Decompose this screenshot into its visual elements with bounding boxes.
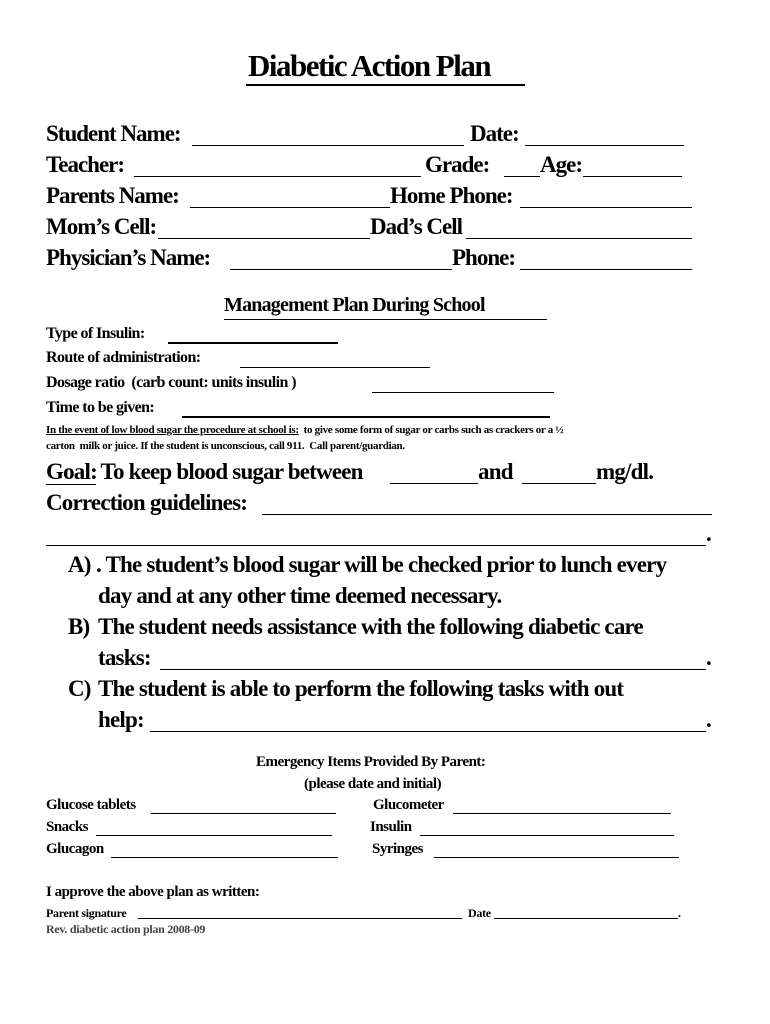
insulin-label: Insulin: [370, 819, 412, 835]
moms-cell-label: Mom’s Cell:: [46, 214, 157, 239]
snacks-label: Snacks: [46, 819, 89, 835]
teacher-label: Teacher:: [46, 152, 125, 177]
item-a-marker: A): [68, 552, 91, 577]
moms-cell-field[interactable]: [158, 238, 370, 239]
time-label: Time to be given:: [46, 399, 155, 416]
parent-signature-field[interactable]: [138, 918, 462, 919]
glucagon-field[interactable]: [111, 857, 338, 858]
parents-name-label: Parents Name:: [46, 183, 179, 208]
item-b-period: .: [706, 645, 711, 670]
page-title: Diabetic Action Plan: [248, 48, 491, 83]
emergency-subheading: (please date and initial): [304, 776, 442, 792]
physician-phone-field[interactable]: [520, 269, 692, 270]
grade-field[interactable]: [504, 176, 540, 177]
management-heading-underline: [224, 319, 547, 320]
low-blood-sugar-note-lead: In the event of low blood sugar the procedure at school is:: [46, 424, 299, 436]
dosage-field[interactable]: [372, 392, 554, 393]
dosage-label: Dosage ratio (carb count: units insulin ): [46, 374, 296, 391]
goal-text: To keep blood sugar between: [96, 459, 363, 484]
goal-label-underline: [46, 484, 96, 485]
approval-date-label: Date: [468, 906, 491, 920]
home-phone-label: Home Phone:: [390, 183, 513, 208]
route-field[interactable]: [240, 367, 430, 368]
correction-label: Correction guidelines:: [46, 490, 248, 515]
goal-and: and: [478, 459, 513, 484]
management-heading: Management Plan During School: [224, 294, 485, 316]
item-c-line1: The student is able to perform the following tasks with out: [98, 676, 624, 701]
approval-label: I approve the above plan as written:: [46, 884, 260, 900]
low-blood-sugar-note-rest: to give some form of sugar or carbs such as crackers or a ½: [298, 424, 564, 436]
glucometer-field[interactable]: [453, 813, 671, 814]
insulin-field[interactable]: [420, 835, 674, 836]
age-field[interactable]: [583, 176, 682, 177]
snacks-field[interactable]: [96, 835, 332, 836]
student-name-field[interactable]: [192, 145, 464, 146]
student-name-label: Student Name:: [46, 121, 181, 146]
dads-cell-label: Dad’s Cell: [370, 214, 463, 239]
item-b-line1: The student needs assistance with the following diabetic care: [98, 614, 643, 639]
approval-period: .: [678, 906, 681, 920]
goal-label: Goal:: [46, 459, 97, 484]
correction-field-line1[interactable]: [262, 514, 712, 515]
item-b-field[interactable]: [160, 669, 706, 670]
goal-low-field[interactable]: [390, 483, 478, 484]
insulin-type-label: Type of Insulin:: [46, 325, 145, 342]
item-c-field[interactable]: [150, 731, 706, 732]
item-c-line2: help:: [98, 707, 144, 732]
syringes-field[interactable]: [434, 857, 679, 858]
physician-name-field[interactable]: [230, 269, 452, 270]
grade-label: Grade:: [425, 152, 490, 177]
goal-unit: mg/dl.: [596, 459, 654, 484]
goal-high-field[interactable]: [522, 483, 596, 484]
glucometer-label: Glucometer: [373, 797, 444, 813]
glucagon-label: Glucagon: [46, 841, 104, 857]
emergency-heading: Emergency Items Provided By Parent:: [256, 754, 486, 770]
title-underline: [246, 84, 525, 86]
glucose-tablets-label: Glucose tablets: [46, 797, 136, 813]
date-field[interactable]: [525, 145, 684, 146]
dads-cell-field[interactable]: [466, 238, 692, 239]
item-a-line2: day and at any other time deemed necessary.: [98, 583, 502, 608]
parent-signature-label: Parent signature: [46, 906, 127, 920]
low-blood-sugar-note-line2: carton milk or juice. If the student is unconscious, call 911. Call parent/guardian.: [46, 440, 405, 452]
item-c-marker: C): [68, 676, 91, 701]
revision-footer: Rev. diabetic action plan 2008-09: [46, 922, 206, 936]
item-b-line2: tasks:: [98, 645, 151, 670]
date-label: Date:: [470, 121, 519, 146]
correction-period: .: [706, 521, 711, 546]
time-field[interactable]: [182, 416, 550, 418]
age-label: Age:: [540, 152, 582, 177]
teacher-field[interactable]: [134, 176, 421, 177]
physician-phone-label: Phone:: [452, 245, 515, 270]
glucose-tablets-field[interactable]: [151, 813, 336, 814]
syringes-label: Syringes: [372, 841, 424, 857]
item-c-period: .: [706, 707, 711, 732]
correction-field-line2[interactable]: [46, 545, 706, 546]
route-label: Route of administration:: [46, 349, 201, 366]
physician-name-label: Physician’s Name:: [46, 245, 211, 270]
item-b-marker: B): [68, 614, 90, 639]
home-phone-field[interactable]: [520, 207, 692, 208]
insulin-type-field[interactable]: [168, 342, 338, 344]
approval-date-field[interactable]: [494, 918, 678, 919]
parents-name-field[interactable]: [190, 207, 390, 208]
item-a-line1: . The student’s blood sugar will be checked prior to lunch every: [96, 552, 667, 577]
low-blood-sugar-note: [46, 424, 563, 436]
